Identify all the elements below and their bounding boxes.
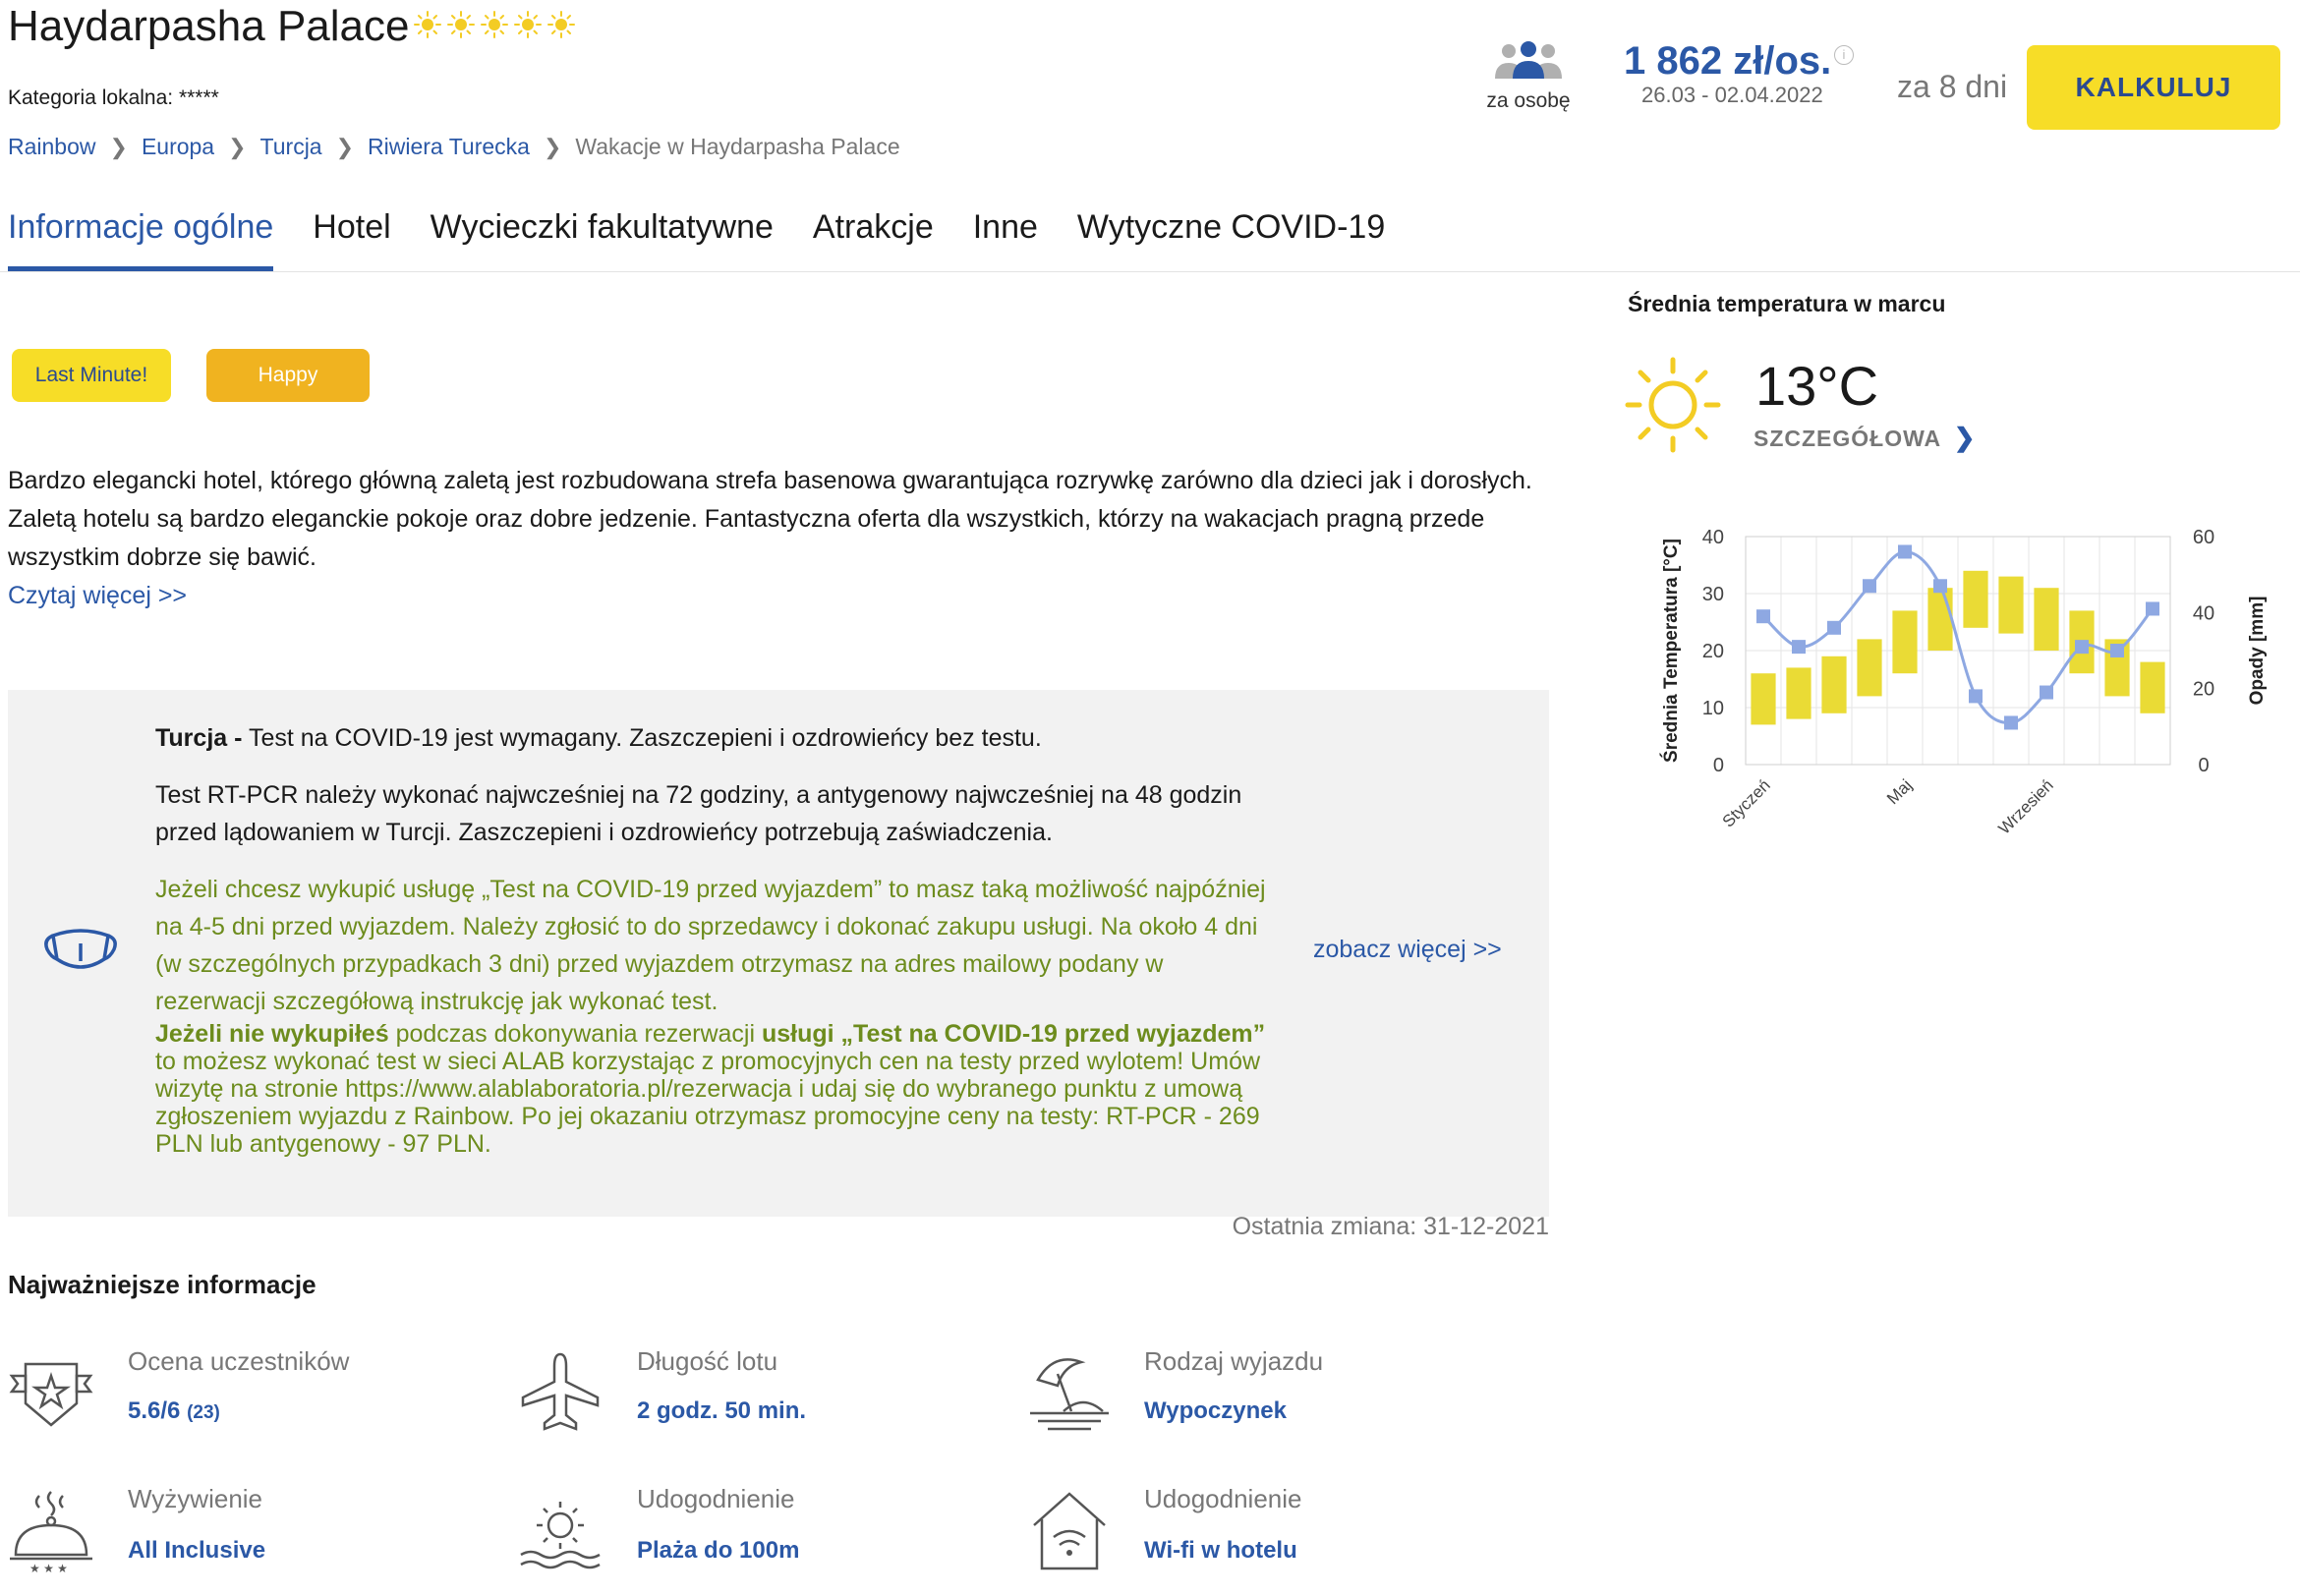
amenity-wifi-label: Udogodnienie	[1144, 1484, 1302, 1513]
breadcrumb-europa[interactable]: Europa	[141, 134, 215, 159]
x-tick-label: Maj	[1883, 775, 1916, 809]
climate-chart	[1651, 511, 2280, 845]
tab-other[interactable]: Inne	[972, 208, 1038, 246]
y2-tick-label: 60	[2192, 527, 2215, 548]
happy-hours-badge[interactable]: Happy Hours	[206, 349, 370, 402]
key-info-title: Najważniejsze informacje	[8, 1270, 316, 1299]
amenity-wifi-value: Wi-fi w hotelu	[1144, 1537, 1297, 1564]
temperature-bar	[1963, 571, 1987, 628]
covid-alab-info	[155, 1020, 1276, 1158]
x-tick-label: Styczeń	[1718, 775, 1774, 831]
precipitation-point	[1792, 640, 1806, 654]
temperature-bar	[1786, 667, 1811, 718]
rating-value	[128, 1397, 220, 1425]
covid-test-purchase-info: Jeżeli chcesz wykupić usługę „Test na COVID-19 przed wyjazdem” to masz taką możliwość najpóźniej na 4-5 dni przed wyjazdem. Należy zgłosić to do sprzedawcy i dokonać zakupu usługi. Na około 4 dni (w szczególnych przypadkach 3 dni) przed wyjazdem otrzymasz na adres mailowy podany w rezerwacji szczegółową instrukcję jak wykonać test.	[155, 876, 1266, 1015]
tab-attractions[interactable]: Atrakcje	[812, 208, 934, 246]
hotel-name: Haydarpasha Palace	[8, 2, 410, 50]
tab-covid[interactable]: Wytyczne COVID-19	[1076, 208, 1386, 246]
y2-axis-label: Opady [mm]	[2247, 596, 2268, 706]
tabs-bar	[8, 208, 1385, 271]
y2-tick-label: 0	[2198, 755, 2210, 776]
y-axis-label: Średnia Temperatura [°C]	[1661, 539, 1682, 763]
temperature-value: 13°C	[1755, 355, 1879, 417]
star-sun-icon	[480, 10, 509, 39]
breadcrumb-riwiera[interactable]: Riwiera Turecka	[368, 134, 530, 159]
local-category: Kategoria lokalna: *****	[8, 86, 219, 109]
covid-alab-bold-1: Jeżeli nie wykupiłeś	[155, 1020, 389, 1048]
trip-dates[interactable]: 26.03 - 02.04.2022	[1641, 83, 1823, 107]
y-tick-label: 10	[1701, 698, 1724, 719]
face-mask-icon	[43, 924, 118, 975]
amenity-beach-value: Plaża do 100m	[637, 1537, 800, 1564]
tab-excursions[interactable]: Wycieczki fakultatywne	[430, 208, 774, 246]
trip-type-label: Rodzaj wyjazdu	[1144, 1346, 1324, 1376]
temperature-bar	[1857, 639, 1881, 696]
last-minute-badge[interactable]: Last Minute!	[12, 349, 171, 402]
star-sun-icon	[513, 10, 543, 39]
chevron-right-icon: ❯	[228, 134, 247, 159]
rating-badge-icon	[6, 1346, 96, 1437]
covid-line-2: Test RT-PCR należy wykonać najwcześniej na 72 godziny, a antygenowy najwcześniej na 48 godzin przed lądowaniem w Turcji. Zaszczepieni i ozdrowieńcy potrzebują zaświadczenia.	[155, 781, 1242, 846]
persons-label: za osobę	[1486, 89, 1571, 112]
chevron-right-icon: ❯	[543, 134, 562, 159]
temperature-bar	[1998, 577, 2023, 634]
trip-duration: za 8 dni	[1897, 69, 2008, 104]
breadcrumb-current: Wakacje w Haydarpasha Palace	[575, 134, 900, 159]
chevron-right-icon: ❯	[335, 134, 355, 159]
weather-title: Średnia temperatura w marcu	[1628, 291, 1946, 316]
flight-duration-label: Długość lotu	[637, 1346, 778, 1376]
temperature-bar	[2140, 662, 2164, 713]
wifi-house-icon	[1024, 1484, 1115, 1574]
svg-text:★ ★ ★: ★ ★ ★	[29, 1562, 68, 1574]
rating-count: (23)	[187, 1402, 220, 1423]
y-tick-label: 0	[1712, 755, 1724, 776]
breadcrumb	[8, 134, 900, 160]
calculate-button[interactable]: KALKULUJ	[2027, 45, 2280, 130]
temperature-bar	[2034, 588, 2058, 651]
precipitation-point	[2146, 601, 2159, 615]
hotel-stars	[413, 10, 576, 39]
covid-alab-rest: to możesz wykonać test w sieci ALAB korzystając z promocyjnych cen na testy przed wylotem! Umów wizytę na stronie https://www.alablaboratoria.pl/rezerwacja i udaj się do wybranego punktu z umową zgłoszeniem wyjazdu z Rainbow. Po jej okazaniu otrzymasz promocyjne ceny na testy: RT-PCR - 269 PLN lub antygenowy - 97 PLN.	[155, 1048, 1261, 1158]
price: 1 862 zł/os.	[1624, 39, 1832, 83]
weather-details-label: SZCZEGÓŁOWA	[1754, 426, 1941, 451]
people-icon	[1493, 39, 1564, 81]
precipitation-point	[1756, 609, 1770, 623]
temperature-bar	[1751, 673, 1775, 724]
precipitation-point	[1969, 689, 1983, 703]
covid-alab-mid: podczas dokonywania rezerwacji	[388, 1020, 762, 1048]
covid-country: Turcja -	[155, 724, 243, 752]
chevron-right-icon: ❯	[1953, 423, 1977, 452]
board-label: Wyżywienie	[128, 1484, 263, 1513]
covid-see-more-link[interactable]: zobacz więcej >>	[1313, 936, 1502, 963]
precipitation-point	[2004, 715, 2018, 729]
weather-details-link[interactable]	[1754, 423, 1977, 453]
trip-type-value: Wypoczynek	[1144, 1397, 1287, 1424]
y2-tick-label: 20	[2192, 678, 2215, 701]
precipitation-point	[1863, 579, 1876, 593]
tab-general-info[interactable]: Informacje ogólne	[8, 208, 273, 271]
y-tick-label: 30	[1701, 584, 1724, 605]
chevron-right-icon: ❯	[109, 134, 128, 159]
y-tick-label: 20	[1701, 641, 1724, 662]
hotel-description: Bardzo elegancki hotel, którego główną zaletą jest rozbudowana strefa basenowa gwarantująca rozrywkę zarówno dla dzieci jak i dorosłych. Zaletą hotelu są bardzo eleganckie pokoje oraz dobre jedzenie. Fantastyczna oferta dla wszystkich, którzy na wakacjach pragną przede wszystkim dobrze się bawić.	[8, 467, 1532, 571]
sun-icon	[1622, 354, 1724, 456]
star-sun-icon	[446, 10, 476, 39]
precipitation-point	[2110, 644, 2124, 657]
precipitation-point	[1933, 579, 1947, 593]
breadcrumb-turcja[interactable]: Turcja	[259, 134, 322, 159]
board-value: All Inclusive	[128, 1537, 266, 1564]
flight-duration-value: 2 godz. 50 min.	[637, 1397, 807, 1424]
y-tick-label: 40	[1701, 527, 1724, 548]
airplane-icon	[515, 1346, 605, 1437]
rating-label: Ocena uczestników	[128, 1346, 350, 1376]
rating-score: 5.6/6	[128, 1397, 181, 1424]
covid-alab-bold-2: usługi „Test na COVID-19 przed wyjazdem”	[761, 1020, 1266, 1048]
persons-selector[interactable]	[1474, 39, 1582, 113]
temperature-bar	[1927, 588, 1952, 651]
food-cloche-icon	[6, 1484, 96, 1574]
covid-content	[155, 719, 1276, 1158]
precipitation-point	[2075, 640, 2089, 654]
breadcrumb-rainbow[interactable]: Rainbow	[8, 134, 96, 159]
precipitation-point	[1827, 621, 1841, 635]
covid-requirement: Test na COVID-19 jest wymagany. Zaszczepieni i ozdrowieńcy bez testu.	[242, 724, 1042, 752]
star-sun-icon	[546, 10, 576, 39]
covid-line-1	[155, 719, 1276, 757]
info-icon[interactable]: i	[1834, 45, 1854, 65]
precipitation-point	[1898, 544, 1912, 558]
beach-umbrella-icon	[1024, 1346, 1115, 1437]
sun-waves-icon	[515, 1484, 605, 1574]
tab-hotel[interactable]: Hotel	[313, 208, 391, 246]
temperature-bar	[1821, 656, 1846, 713]
tabs-divider	[0, 271, 2300, 272]
last-change: Ostatnia zmiana: 31-12-2021	[1232, 1213, 1549, 1240]
precipitation-point	[2040, 686, 2053, 700]
temperature-bar	[1892, 610, 1917, 673]
x-tick-label: Wrzesień	[1994, 775, 2057, 838]
amenity-beach-label: Udogodnienie	[637, 1484, 795, 1513]
read-more-link[interactable]: Czytaj więcej >>	[8, 582, 188, 609]
star-sun-icon	[413, 10, 442, 39]
y2-tick-label: 40	[2192, 602, 2215, 625]
